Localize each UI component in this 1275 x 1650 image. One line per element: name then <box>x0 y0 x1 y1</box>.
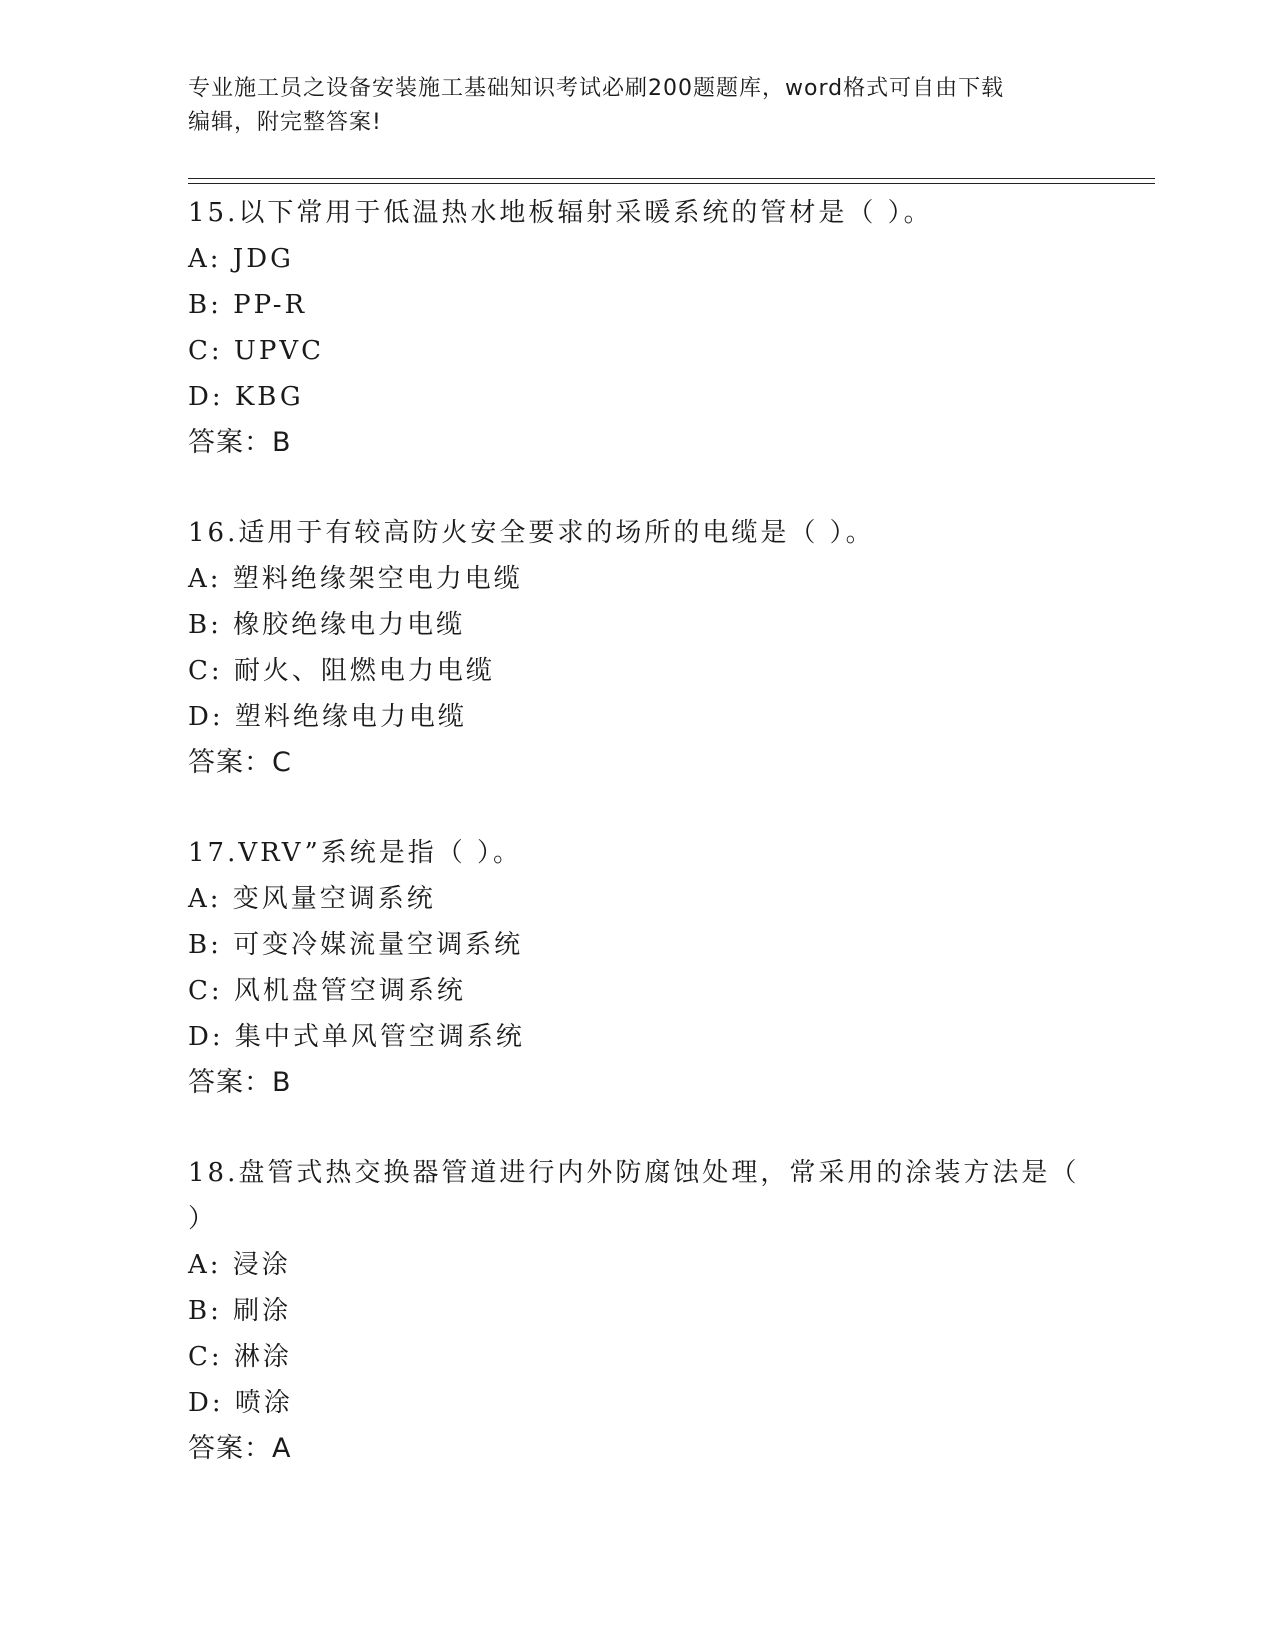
question-15 <box>188 190 1088 466</box>
option-d: D: 集中式单风管空调系统 <box>188 1022 525 1052</box>
question-stem: 17.VRV”系统是指（ ）。 <box>188 838 523 868</box>
option-a: A: 变风量空调系统 <box>188 884 436 914</box>
option-c: C: 耐火、阻燃电力电缆 <box>188 656 495 686</box>
question-stem: 16.适用于有较高防火安全要求的场所的电缆是（ ）。 <box>188 518 875 548</box>
answer-line: 答案：C <box>188 747 292 778</box>
answer-line: 答案：A <box>188 1433 292 1464</box>
question-16 <box>188 510 1088 786</box>
question-17 <box>188 830 1088 1106</box>
option-c: C: 风机盘管空调系统 <box>188 976 466 1006</box>
option-b: B: PP-R <box>188 290 308 320</box>
header-divider-bottom <box>188 183 1155 184</box>
question-18 <box>188 1150 1088 1472</box>
question-stem: 15.以下常用于低温热水地板辐射采暖系统的管材是（ ）。 <box>188 198 933 228</box>
option-c: C: 淋涂 <box>188 1342 292 1372</box>
header-line-2: 编辑，附完整答案! <box>188 110 382 135</box>
header-divider-top <box>188 178 1155 179</box>
answer-line: 答案：B <box>188 1067 292 1098</box>
option-a: A: JDG <box>188 244 294 274</box>
option-d: D: 喷涂 <box>188 1388 293 1418</box>
question-list <box>188 190 1088 1516</box>
option-b: B: 刷涂 <box>188 1296 292 1326</box>
option-d: D: KBG <box>188 382 304 412</box>
document-header <box>188 72 1088 140</box>
option-d: D: 塑料绝缘电力电缆 <box>188 702 467 732</box>
option-b: B: 橡胶绝缘电力电缆 <box>188 610 466 640</box>
question-stem: 18.盘管式热交换器管道进行内外防腐蚀处理，常采用的涂装方法是（ ） <box>188 1158 1080 1234</box>
option-b: B: 可变冷媒流量空调系统 <box>188 930 524 960</box>
header-line-1: 专业施工员之设备安装施工基础知识考试必刷200题题库，word格式可自由下载 <box>188 76 1005 101</box>
option-a: A: 塑料绝缘架空电力电缆 <box>188 564 523 594</box>
option-a: A: 浸涂 <box>188 1250 291 1280</box>
answer-line: 答案：B <box>188 427 292 458</box>
option-c: C: UPVC <box>188 336 324 366</box>
